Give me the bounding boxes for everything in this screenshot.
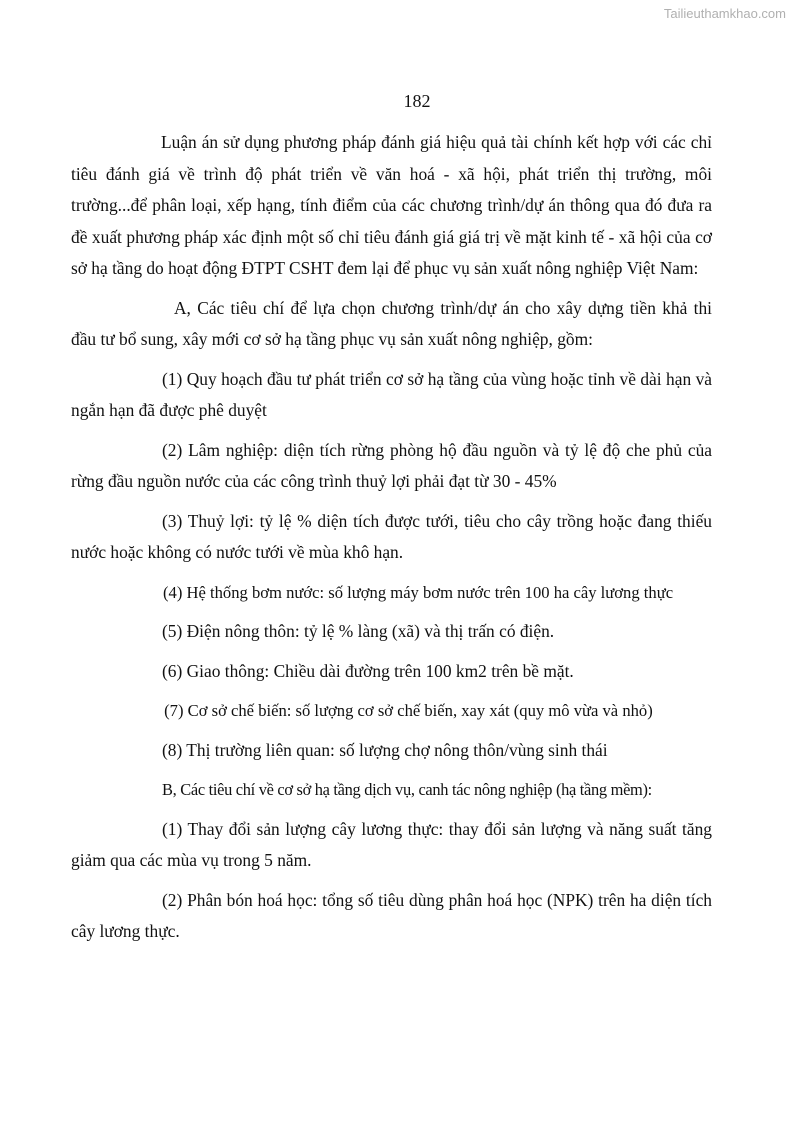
criteria-a-item-4: (4) Hệ thống bơm nước: số lượng máy bơm nước trên 100 ha cây lương thực [163,582,674,602]
criteria-b-item-2: (2) Phân bón hoá học: tổng số tiêu dùng phân hoá học (NPK) trên ha diện tích cây lương thực. [71,889,712,941]
criteria-b-item-1: (1) Thay đổi sản lượng cây lương thực: thay đổi sản lượng và năng suất tăng giảm qua các mùa vụ trong 5 năm. [71,818,712,870]
watermark: Tailieuthamkhao.com [663,6,786,21]
section-b-heading: B, Các tiêu chí về cơ sở hạ tầng dịch vụ, canh tác nông nghiệp (hạ tầng mềm): [162,780,652,799]
criteria-a-item-8: (8) Thị trường liên quan: số lượng chợ nông thôn/vùng sinh thái [162,739,608,760]
section-a-heading: A, Các tiêu chí để lựa chọn chương trình/dự án cho xây dựng tiền khả thi đầu tư bổ sung, xây mới cơ sở hạ tầng phục vụ sản xuất nông nghiệp, gồm: [71,297,712,349]
intro-paragraph: Luận án sử dụng phương pháp đánh giá hiệu quả tài chính kết hợp với các chỉ tiêu đánh giá về trình độ phát triển về văn hoá - xã hội, phát triển thị trường, môi trường...để phân loại, xếp hạng, tính điểm của các chương trình/dự án thông qua đó đưa ra đề xuất phương pháp xác định một số chỉ tiêu đánh giá giá trị về mặt kinh tế - xã hội của cơ sở hạ tầng do hoạt động ĐTPT CSHT đem lại để phục vụ sản xuất nông nghiệp Việt Nam: [71,132,712,278]
document-body [71,127,712,956]
criteria-a-item-6: (6) Giao thông: Chiều dài đường trên 100 km2 trên bề mặt. [162,660,574,681]
criteria-a-item-7: (7) Cơ sở chế biến: số lượng cơ sở chế biến, xay xát (quy mô vừa và nhỏ) [160,701,653,720]
criteria-a-item-2: (2) Lâm nghiệp: diện tích rừng phòng hộ đầu nguồn và tỷ lệ độ che phủ của rừng đầu nguồn nước của các công trình thuỷ lợi phải đạt từ 30 - 45% [71,439,712,491]
page-number: 182 [403,91,431,111]
criteria-a-item-3: (3) Thuỷ lợi: tỷ lệ % diện tích được tưới, tiêu cho cây trồng hoặc đang thiếu nước hoặc không có nước tưới về mùa khô hạn. [71,510,712,562]
criteria-a-item-5: (5) Điện nông thôn: tỷ lệ % làng (xã) và thị trấn có điện. [162,621,555,641]
criteria-a-item-1: (1) Quy hoạch đầu tư phát triển cơ sở hạ tầng của vùng hoặc tỉnh về dài hạn và ngắn hạn đã được phê duyệt [71,368,712,420]
